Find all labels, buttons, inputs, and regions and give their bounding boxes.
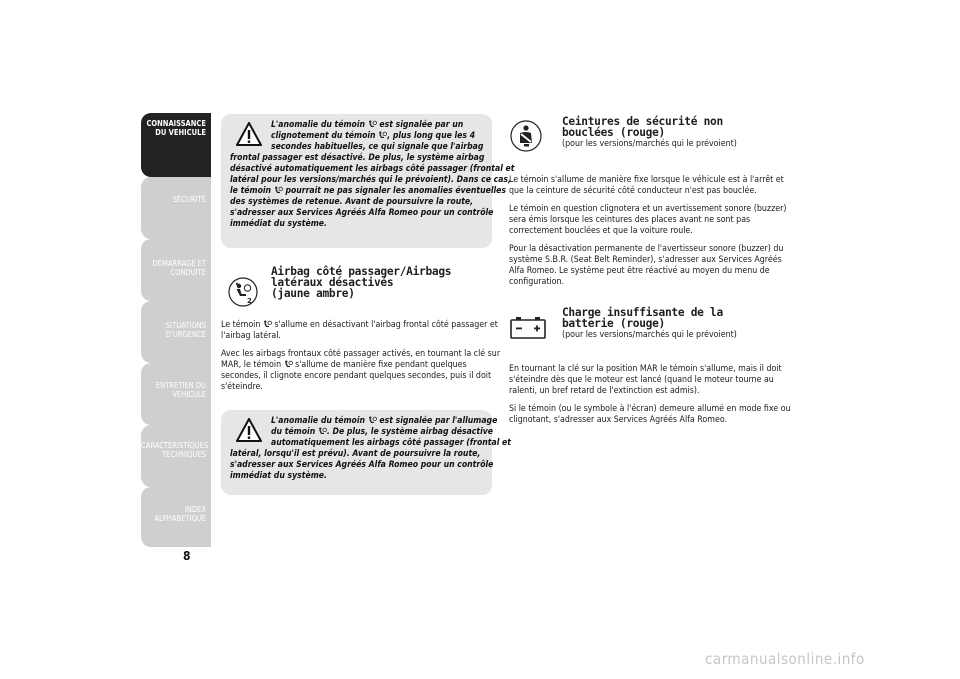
paragraph-line: que la ceinture de sécurité côté conducteur n'est pas bouclée. [509, 186, 757, 196]
paragraph-line: Le témoin s'allume de manière fixe lorsque le véhicule est à l'arrêt et [509, 175, 784, 185]
tab-label: CARACTÉRISTIQUES [141, 441, 209, 450]
paragraph-line: sera émis lorsque les ceintures des places avant ne sont pas [509, 215, 751, 225]
watermark: carmanualsonline.info [705, 650, 865, 668]
tab-caracteristiques-techniques[interactable] [141, 425, 211, 487]
tab-label: D'URGENCE [165, 330, 206, 339]
tab-label: INDEX [184, 505, 206, 514]
paragraph-line: Avec les airbags frontaux côté passager activés, en tournant la clé sur [221, 349, 501, 359]
section-title-airbag: Airbag côté passager/Airbags latéraux désactivés (jaune ambre) [271, 265, 452, 300]
paragraph-line: s'éteindre. [221, 382, 263, 392]
warning-box-airbag-failure [221, 114, 515, 248]
warning-line: latéral pour les versions/marchés qui le prévoient). Dans ce cas, [230, 175, 511, 185]
airbag-icon [263, 320, 272, 328]
tab-label: DU VEHICULE [155, 128, 206, 137]
paragraph-line: Alfa Romeo. Le système peut être réactivé au moyen du menu de [509, 266, 770, 276]
tab-label: SÉCURITÉ [172, 195, 206, 204]
warning-line: s'adresser aux Services Agréés Alfa Romeo pour un contrôle [230, 460, 494, 470]
paragraph-line: correctement bouclées et que la voiture roule. [509, 226, 693, 236]
warning-box-airbag-indicator [221, 410, 511, 495]
paragraph-line: configuration. [509, 277, 565, 287]
paragraph-line: Le témoin en question clignotera et un avertissement sonore (buzzer) [509, 204, 787, 214]
airbag-icon [368, 416, 377, 424]
warning-line: automatiquement les airbags côté passager (frontal et [271, 438, 511, 448]
tab-label: TECHNIQUES [161, 450, 206, 459]
warning-line: désactivé automatiquement les airbags côté passager (frontal et [230, 164, 515, 174]
warning-line: frontal passager est désactivé. De plus, le système airbag [230, 153, 485, 163]
tab-label: VEHICULE [172, 390, 206, 399]
battery-icon [509, 316, 547, 340]
tab-label: DÉMARRAGE ET [152, 259, 206, 268]
warning-line: clignotement du témoin , plus long que les 4 [271, 131, 476, 141]
paragraph-line: Pour la désactivation permanente de l'avertisseur sonore (buzzer) du [509, 244, 784, 254]
paragraph-line: secondes, il clignote encore pendant quelques secondes, puis il doit [221, 371, 492, 381]
paragraph-line: s'éteindre dès que le moteur est lancé (quand le moteur tourne au [509, 375, 774, 385]
paragraph-line: Si le témoin (ou le symbole à l'écran) demeure allumé en mode fixe ou [509, 404, 791, 414]
tab-label: ALPHABETIQUE [154, 514, 206, 523]
warning-line: latéral, lorsqu'il est prévu). Avant de poursuivre la route, [230, 449, 481, 459]
paragraph-line: clignotant, s'adresser aux Services Agréés Alfa Romeo. [509, 415, 728, 425]
section-tabs [141, 113, 211, 547]
tab-entretien-du-vehicule[interactable] [141, 363, 211, 425]
warning-triangle-icon [236, 122, 262, 146]
tab-situations-d-urgence[interactable] [141, 301, 211, 363]
warning-line: L'anomalie du témoin est signalée par un [271, 120, 464, 130]
tab-label: SITUATIONS [165, 321, 206, 330]
seatbelt-icon [510, 120, 542, 152]
warning-line: s'adresser aux Services Agréés Alfa Romeo pour un contrôle [230, 208, 494, 218]
paragraph-line: Le témoin s'allume en désactivant l'airbag frontal côté passager et [221, 320, 498, 330]
warning-triangle-icon [236, 418, 262, 442]
airbag-icon [284, 360, 293, 368]
warning-line: secondes habituelles, ce qui signale que l'airbag [271, 142, 484, 152]
warning-line: le témoin pourrait ne pas signaler les anomalies éventuelles [230, 186, 507, 196]
paragraph-line: l'airbag latéral. [221, 331, 281, 341]
tab-securite[interactable] [141, 177, 211, 239]
airbag-icon [318, 427, 327, 435]
section-subtitle: (pour les versions/marchés qui le prévoient) [562, 139, 737, 149]
paragraph-line: MAR, le témoin s'allume de manière fixe pendant quelques [221, 360, 467, 370]
airbag-icon [274, 186, 283, 194]
tab-demarrage-et-conduite[interactable] [141, 239, 211, 301]
paragraph-line: ralenti, un bref retard de l'extinction est admis). [509, 386, 700, 396]
section-title-battery: Charge insuffisante de la batterie (rouge) [562, 306, 723, 330]
airbag-icon-label: 2 [247, 297, 252, 305]
paragraph-line: En tournant la clé sur la position MAR le témoin s'allume, mais il doit [509, 364, 782, 374]
tab-index-alphabetique[interactable] [141, 487, 211, 547]
airbag-icon [368, 120, 377, 128]
warning-line: L'anomalie du témoin est signalée par l'allumage [271, 416, 498, 426]
page-number: 8 [183, 549, 191, 563]
warning-line: des systèmes de retenue. Avant de poursuivre la route, [230, 197, 474, 207]
section-title-seatbelt: Ceintures de sécurité non bouclées (rouge) [562, 115, 723, 139]
tab-label: ENTRETIEN DU [155, 381, 206, 390]
airbag-deactivated-icon [228, 277, 258, 307]
warning-line: immédiat du système. [230, 471, 327, 481]
warning-line: du témoin . De plus, le système airbag désactive [271, 427, 494, 437]
section-subtitle: (pour les versions/marchés qui le prévoient) [562, 330, 737, 340]
paragraph-line: système S.B.R. (Seat Belt Reminder), s'adresser aux Services Agréés [509, 255, 782, 265]
warning-line: immédiat du système. [230, 219, 327, 229]
tab-label: CONNAISSANCE [146, 119, 206, 128]
airbag-icon [378, 131, 387, 139]
tab-label: CONDUITE [170, 268, 206, 277]
tab-connaissance-du-vehicule[interactable] [141, 113, 211, 177]
